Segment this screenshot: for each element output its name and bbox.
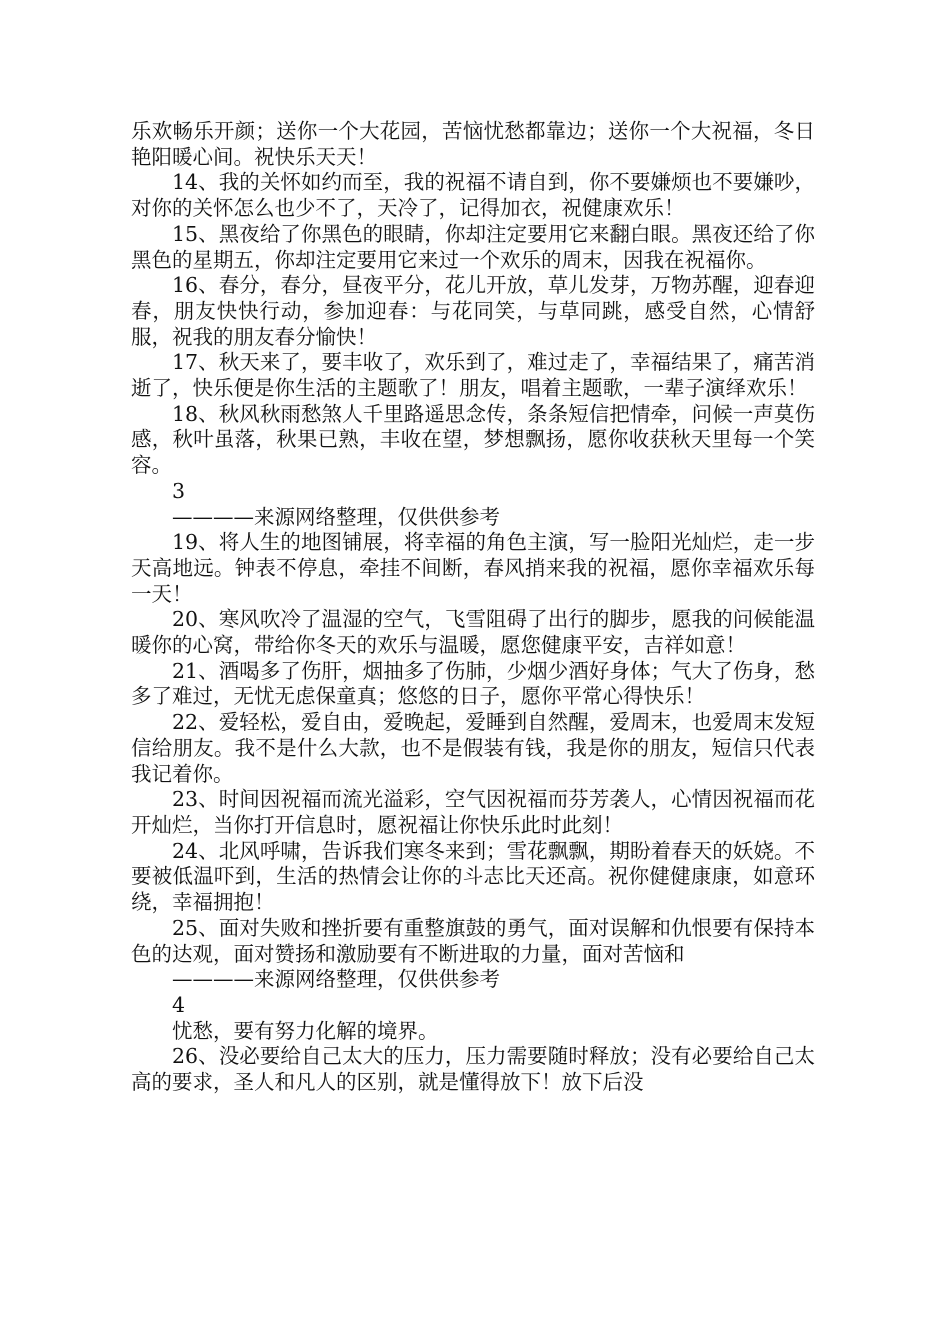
paragraph: 24、北风呼啸，告诉我们寒冬来到；雪花飘飘，期盼着春天的妖娆。不要被低温吓到，生活的热情会让你的斗志比天还高。祝你健健康康，如意环绕，幸福拥抱！ xyxy=(131,838,815,915)
text-line: 3 xyxy=(172,478,186,503)
paragraph: 17、秋天来了，要丰收了，欢乐到了，难过走了，幸福结果了，痛苦消逝了，快乐便是你生活的主题歌了！朋友，唱着主题歌，一辈子演绎欢乐！ xyxy=(131,350,815,401)
text-line: 4 xyxy=(172,992,186,1017)
text-line: 忧愁，要有努力化解的境界。 xyxy=(172,1018,439,1043)
paragraph: 20、寒风吹冷了温湿的空气，飞雪阻碍了出行的脚步，愿我的问候能温暖你的心窝，带给你冬天的欢乐与温暖，愿您健康平安，吉祥如意！ xyxy=(131,607,815,658)
paragraph: 14、我的关怀如约而至，我的祝福不请自到，你不要嫌烦也不要嫌吵，对你的关怀怎么也少不了，天冷了，记得加衣，祝健康欢乐！ xyxy=(131,170,815,221)
paragraph: 25、面对失败和挫折要有重整旗鼓的勇气，面对误解和仇恨要有保持本色的达观，面对赞扬和激励要有不断进取的力量，面对苦恼和 xyxy=(131,915,815,966)
paragraph: 19、将人生的地图铺展，将幸福的角色主演，写一脸阳光灿烂，走一步天高地远。钟表不停息，牵挂不间断，春风捎来我的祝福，愿你幸福欢乐每一天！ xyxy=(131,530,815,606)
paragraph: 21、酒喝多了伤肝，烟抽多了伤肺，少烟少酒好身体；气大了伤身，愁多了难过，无忧无虑保童真；悠悠的日子，愿你平常心得快乐！ xyxy=(131,658,815,709)
text-line: ————来源网络整理，仅供供参考 xyxy=(172,967,500,992)
paragraph: 15、黑夜给了你黑色的眼睛，你却注定要用它来翻白眼。黑夜还给了你黑色的星期五，你却注定要用它来过一个欢乐的周末，因我在祝福你。 xyxy=(131,221,815,272)
text-line: ————来源网络整理，仅供供参考 xyxy=(172,504,500,529)
document-page xyxy=(131,119,815,1096)
paragraph: 26、没必要给自己太大的压力，压力需要随时释放；没有必要给自己太高的要求，圣人和凡人的区别，就是懂得放下！放下后没 xyxy=(131,1044,815,1095)
paragraph: 23、时间因祝福而流光溢彩，空气因祝福而芬芳袭人，心情因祝福而花开灿烂，当你打开信息时，愿祝福让你快乐此时此刻！ xyxy=(131,787,815,837)
paragraph: 乐欢畅乐开颜；送你一个大花园，苦恼忧愁都靠边；送你一个大祝福，冬日艳阳暖心间。祝快乐天天！ xyxy=(131,119,815,169)
paragraph: 16、春分，春分，昼夜平分，花儿开放，草儿发芽，万物苏醒，迎春迎春，朋友快快行动，参加迎春：与花同笑，与草同跳，感受自然，心情舒服，祝我的朋友春分愉快！ xyxy=(131,273,815,349)
paragraph: 22、爱轻松，爱自由，爱晚起，爱睡到自然醒，爱周末，也爱周末发短信给朋友。我不是什么大款，也不是假装有钱，我是你的朋友，短信只代表我记着你。 xyxy=(131,710,815,786)
paragraph: 18、秋风秋雨愁煞人千里路遥思念传，条条短信把情牵，问候一声莫伤感，秋叶虽落，秋果已熟，丰收在望，梦想飘扬，愿你收获秋天里每一个笑容。 xyxy=(131,401,815,478)
